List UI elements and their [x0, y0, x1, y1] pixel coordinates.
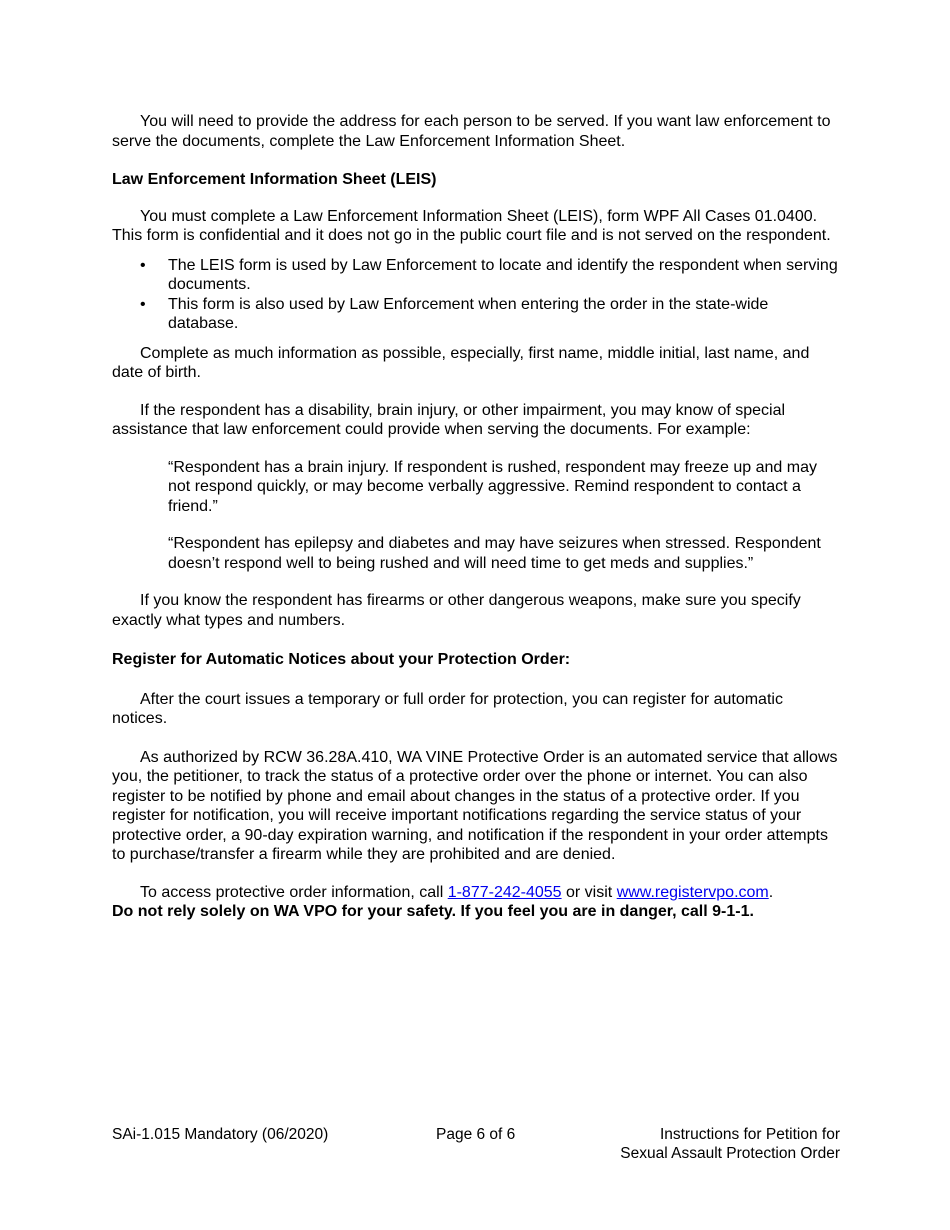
footer-form-id: SAi-1.015 Mandatory (06/2020) [112, 1126, 329, 1143]
paragraph-wa-vine: As authorized by RCW 36.28A.410, WA VINE Protective Order is an automated service that allows you, the petitioner, to track the status of a protective order over the phone or internet. You can also register to be notified by phone and email about changes in the status of a protective order. If you register for notification, you will receive important notifications regarding the service status of your protective order, a 90-day expiration warning, and notification if the respondent in your order attempts to purchase/transfer a firearm while they are prohibited and are denied. [112, 748, 838, 863]
bullet-icon: • [140, 256, 146, 274]
access-text-period: . [768, 883, 774, 901]
paragraph-firearms: If you know the respondent has firearms or other dangerous weapons, make sure you specify exactly what types and numbers. [112, 592, 801, 629]
access-text-middle: or visit [561, 883, 617, 901]
page-footer [112, 1126, 840, 1166]
quote-brain-injury: “Respondent has a brain injury. If respondent is rushed, respondent may freeze up and may not respond quickly, or may become verbally aggressive. Remind respondent to contact a friend.” [168, 458, 817, 515]
bullet-text: The LEIS form is used by Law Enforcement to locate and identify the respondent when serving documents. [168, 256, 838, 293]
heading-register-notices: Register for Automatic Notices about your Protection Order: [112, 651, 571, 668]
list-item [112, 256, 840, 295]
document-page [112, 112, 840, 922]
heading-leis: Law Enforcement Information Sheet (LEIS) [112, 171, 437, 188]
paragraph-complete-info: Complete as much information as possible, especially, first name, middle initial, last name, and date of birth. [112, 344, 810, 381]
access-text-prefix: To access protective order information, call [140, 883, 448, 901]
paragraph-leis-required: You must complete a Law Enforcement Information Sheet (LEIS), form WPF All Cases 01.0400. This form is confidential and it does not go in the public court file and is not served on the respondent. [112, 207, 831, 244]
quote-epilepsy: “Respondent has epilepsy and diabetes and may have seizures when stressed. Respondent doesn’t respond well to being rushed and will need time to get meds and supplies.” [168, 535, 821, 572]
paragraph-automatic-notices: After the court issues a temporary or full order for protection, you can register for automatic notices. [112, 690, 783, 727]
leis-bullet-list [112, 256, 840, 334]
footer-title-line: Instructions for Petition for [659, 1126, 840, 1143]
phone-link[interactable]: 1-877-242-4055 [447, 883, 562, 901]
bullet-icon: • [140, 295, 146, 313]
registervpo-link[interactable]: www.registervpo.com [616, 883, 769, 901]
footer-title-line: Sexual Assault Protection Order [620, 1144, 840, 1162]
paragraph-access-info [112, 883, 840, 903]
list-item [112, 295, 840, 334]
safety-warning: Do not rely solely on WA VPO for your safety. If you feel you are in danger, call 9-1-1. [112, 903, 754, 920]
footer-document-title [620, 1126, 840, 1163]
paragraph-special-assistance: If the respondent has a disability, brain injury, or other impairment, you may know of special assistance that law enforcement could provide when serving the documents. For example: [112, 401, 786, 438]
bullet-text: This form is also used by Law Enforcement when entering the order in the state-wide database. [168, 295, 769, 332]
footer-page-number: Page 6 of 6 [436, 1126, 516, 1143]
paragraph-service-address: You will need to provide the address for each person to be served. If you want law enforcement to serve the documents, complete the Law Enforcement Information Sheet. [112, 113, 831, 150]
